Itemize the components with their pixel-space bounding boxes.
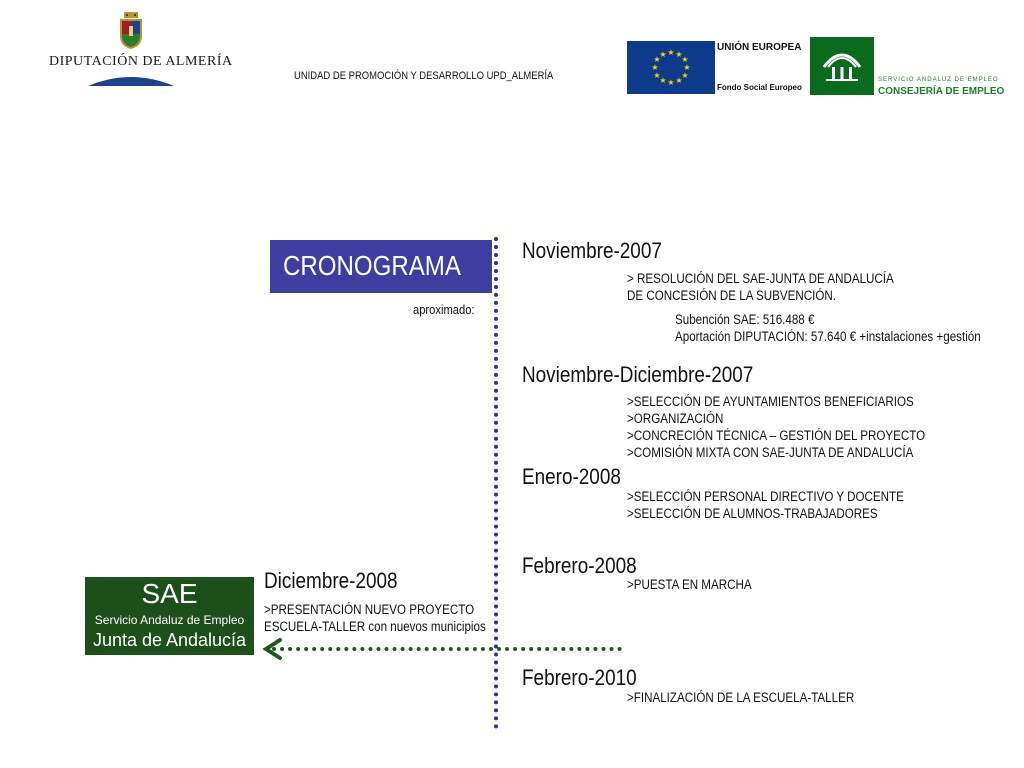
- svg-text:★: ★: [683, 63, 691, 72]
- timeline-item: >SELECCIÓN DE AYUNTAMIENTOS BENEFICIARIOS: [627, 394, 914, 409]
- cronograma-title: CRONOGRAMA: [283, 250, 461, 281]
- timeline-date: Febrero-2010: [522, 665, 637, 690]
- timeline-axis: [494, 237, 498, 729]
- timeline-item: >COMISIÓN MIXTA CON SAE-JUNTA DE ANDALUCÍA: [627, 445, 914, 460]
- eu-flag-logo: [627, 41, 715, 94]
- junta-andalucia-logo: [810, 37, 874, 95]
- svg-text:★: ★: [651, 63, 659, 72]
- sae-small-label: SERVICIO ANDALUZ DE EMPLEO: [878, 77, 999, 83]
- timeline-date: Noviembre-2007: [522, 238, 662, 263]
- timeline-item: >FINALIZACIÓN DE LA ESCUELA-TALLER: [627, 690, 855, 705]
- svg-text:★: ★: [659, 76, 667, 85]
- svg-text:★: ★: [681, 55, 689, 64]
- timeline-item: >PUESTA EN MARCHA: [627, 577, 752, 592]
- diputacion-name: DIPUTACIÓN DE ALMERÍA: [49, 54, 233, 69]
- timeline-item: > RESOLUCIÓN DEL SAE-JUNTA DE ANDALUCÍA: [627, 271, 894, 286]
- svg-text:★: ★: [675, 50, 683, 59]
- svg-text:★: ★: [653, 71, 661, 80]
- sae-junta-label: Junta de Andalucía: [92, 630, 247, 650]
- timeline-date: Enero-2008: [522, 464, 621, 489]
- timeline-item: >ORGANIZACIÓN: [627, 411, 724, 426]
- sae-title: SAE: [141, 578, 198, 609]
- left-event-date: Diciembre-2008: [264, 568, 398, 593]
- timeline-date: Febrero-2008: [522, 553, 637, 578]
- consejeria-label: CONSEJERÍA DE EMPLEO: [878, 86, 1005, 97]
- svg-text:★: ★: [675, 76, 683, 85]
- arrow-left-icon: [262, 637, 284, 661]
- timeline-date: Noviembre-Diciembre-2007: [522, 362, 754, 387]
- diputacion-arc-logo: [88, 74, 174, 86]
- svg-text:★: ★: [659, 50, 667, 59]
- left-event-item: >PRESENTACIÓN NUEVO PROYECTO: [264, 602, 475, 617]
- unit-title: UNIDAD DE PROMOCIÓN Y DESARROLLO UPD_ALMERÍA: [294, 70, 554, 82]
- timeline-item: >CONCRECIÓN TÉCNICA – GESTIÓN DEL PROYECTO: [627, 428, 926, 443]
- cronograma-subtitle: aproximado:: [413, 302, 475, 317]
- timeline-branch-arrow-line: [272, 647, 622, 651]
- timeline-item: DE CONCESIÓN DE LA SUBVENCIÓN.: [627, 288, 837, 303]
- eu-fund-label: Fondo Social Europeo: [717, 83, 802, 92]
- svg-text:★: ★: [653, 55, 661, 64]
- timeline-detail: Subención SAE: 516.488 €: [675, 312, 815, 327]
- timeline-item: >SELECCIÓN DE ALUMNOS-TRABAJADORES: [627, 506, 878, 521]
- diputacion-crest-logo: [118, 12, 144, 50]
- timeline-item: >SELECCIÓN PERSONAL DIRECTIVO Y DOCENTE: [627, 489, 904, 504]
- svg-text:★: ★: [681, 71, 689, 80]
- left-event-item: ESCUELA-TALLER con nuevos municipios: [264, 619, 486, 634]
- sae-subtitle: Servicio Andaluz de Empleo: [94, 613, 245, 627]
- timeline-detail: Aportación DIPUTACIÓN: 57.640 € +instalaciones +gestión: [675, 329, 981, 344]
- svg-text:★: ★: [667, 48, 675, 57]
- eu-title: UNIÓN EUROPEA: [717, 42, 802, 53]
- svg-text:★: ★: [667, 78, 675, 87]
